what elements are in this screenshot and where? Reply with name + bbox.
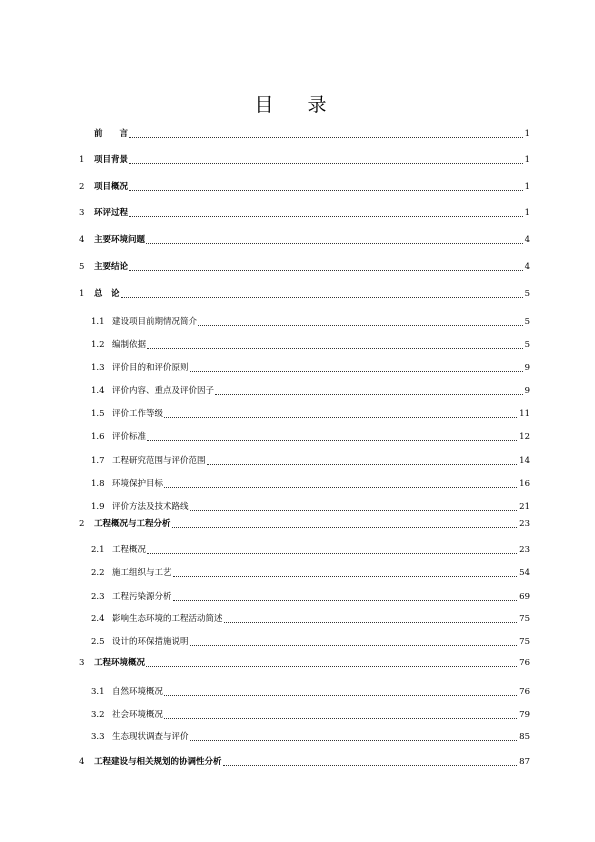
- toc-entry-label: 环境保护目标: [112, 479, 164, 489]
- toc-entry-label: 社会环境概况: [112, 710, 164, 720]
- toc-entry[interactable]: [91, 565, 530, 579]
- toc-entry[interactable]: [79, 754, 530, 768]
- toc-entry-number: 1.6: [91, 432, 105, 442]
- toc-entry-page: 87: [519, 757, 530, 767]
- toc-entry-number: 4: [79, 235, 85, 245]
- toc-entry-page: 69: [519, 592, 530, 602]
- toc-dot-leader: [173, 576, 518, 577]
- toc-entry[interactable]: [91, 707, 530, 721]
- toc-entry[interactable]: [91, 476, 530, 490]
- toc-entry-number: 1.2: [91, 340, 105, 350]
- toc-dot-leader: [121, 297, 523, 298]
- toc-entry-label: 环评过程: [94, 208, 129, 218]
- toc-entry-label: 评价工作等级: [112, 409, 164, 419]
- toc-dot-leader: [223, 765, 518, 766]
- toc-entry[interactable]: [79, 655, 530, 669]
- toc-dot-leader: [164, 718, 517, 719]
- toc-entry-number: 1.9: [91, 502, 105, 512]
- toc-dot-leader: [207, 464, 518, 465]
- toc-dot-leader: [190, 510, 518, 511]
- toc-entry-page: 21: [519, 502, 530, 512]
- toc-entry[interactable]: [91, 499, 530, 513]
- toc-dot-leader: [146, 666, 517, 667]
- toc-entry-label: 工程污染源分析: [112, 592, 172, 602]
- toc-entry-page: 12: [519, 432, 530, 442]
- toc-entry-page: 5: [524, 289, 530, 299]
- toc-entry-number: 3: [79, 208, 85, 218]
- toc-entry-number: 1.1: [91, 317, 105, 327]
- toc-entry-page: 75: [519, 614, 530, 624]
- toc-entry[interactable]: [79, 205, 530, 219]
- toc-dot-leader: [147, 348, 523, 349]
- toc-entry-label: 主要环境问题: [94, 235, 146, 245]
- toc-dot-leader: [146, 243, 523, 244]
- toc-entry-number: 2.4: [91, 614, 105, 624]
- toc-entry-label: 影响生态环境的工程活动简述: [112, 614, 223, 624]
- toc-entry-page: 79: [519, 710, 530, 720]
- toc-entry-page: 76: [519, 658, 530, 668]
- toc-entry-page: 9: [524, 363, 530, 373]
- toc-dot-leader: [190, 371, 523, 372]
- toc-entry-number: 3.1: [91, 687, 105, 697]
- toc-entry-number: 5: [79, 262, 85, 272]
- toc-entry-page: 11: [519, 409, 530, 419]
- toc-entry-label: 项目背景: [94, 155, 129, 165]
- toc-entry-label: 施工组织与工艺: [112, 568, 172, 578]
- toc-entry-label: 工程环境概况: [94, 658, 146, 668]
- toc-entry-page: 9: [524, 386, 530, 396]
- toc-entry-label: 主要结论: [94, 262, 129, 272]
- toc-entry[interactable]: [91, 611, 530, 625]
- toc-dot-leader: [129, 216, 523, 217]
- toc-dot-leader: [224, 622, 518, 623]
- toc-entry-page: 5: [524, 340, 530, 350]
- toc-entry-number: 2.2: [91, 568, 105, 578]
- toc-entry-number: 1: [79, 155, 85, 165]
- toc-entry-page: 14: [519, 456, 530, 466]
- toc-entry[interactable]: [79, 232, 530, 246]
- toc-entry[interactable]: [91, 542, 530, 556]
- toc-entry-number: 1: [79, 289, 85, 299]
- toc-entry-number: 1.4: [91, 386, 105, 396]
- toc-dot-leader: [164, 417, 517, 418]
- toc-entry[interactable]: [91, 429, 530, 443]
- toc-dot-leader: [129, 270, 523, 271]
- toc-entry-label: 评价内容、重点及评价因子: [112, 386, 215, 396]
- toc-entry-number: 4: [79, 757, 85, 767]
- toc-entry-label: 工程建设与相关规划的协调性分析: [94, 757, 222, 767]
- toc-entry[interactable]: [79, 259, 530, 273]
- toc-dot-leader: [172, 527, 518, 528]
- toc-entry-number: 2.5: [91, 637, 105, 647]
- toc-entry-label: 项目概况: [94, 182, 129, 192]
- toc-dot-leader: [129, 190, 523, 191]
- toc-entry[interactable]: [91, 406, 530, 420]
- toc-dot-leader: [147, 553, 517, 554]
- toc-dot-leader: [129, 163, 523, 164]
- toc-entry-page: 4: [524, 262, 530, 272]
- toc-entry-label: 生态现状调查与评价: [112, 732, 189, 742]
- toc-entry[interactable]: [91, 314, 530, 328]
- toc-entry-page: 75: [519, 637, 530, 647]
- toc-entry-number: 3.2: [91, 710, 105, 720]
- toc-entry-label: 评价方法及技术路线: [112, 502, 189, 512]
- toc-entry[interactable]: [79, 126, 530, 140]
- toc-entry-label: 设计的环保措施说明: [112, 637, 189, 647]
- toc-entry-label: 工程概况与工程分析: [94, 519, 171, 529]
- toc-entry-page: 23: [519, 519, 530, 529]
- toc-entry-number: 3.3: [91, 732, 105, 742]
- toc-dot-leader: [173, 600, 518, 601]
- toc-entry-number: 1.3: [91, 363, 105, 373]
- toc-entry-page: 76: [519, 687, 530, 697]
- toc-dot-leader: [190, 740, 518, 741]
- toc-entry-number: 2.3: [91, 592, 105, 602]
- toc-entry-number: 3: [79, 658, 85, 668]
- toc-entry-page: 16: [519, 479, 530, 489]
- toc-entry-number: 2: [79, 182, 85, 192]
- toc-entry-page: 23: [519, 545, 530, 555]
- toc-entry-page: 85: [519, 732, 530, 742]
- toc-entry-number: 2: [79, 519, 85, 529]
- toc-entry[interactable]: [91, 684, 530, 698]
- toc-entry-label: 评价目的和评价原则: [112, 363, 189, 373]
- toc-entry[interactable]: [91, 589, 530, 603]
- toc-entry-page: 4: [524, 235, 530, 245]
- toc-dot-leader: [164, 695, 517, 696]
- toc-dot-leader: [198, 325, 523, 326]
- toc-entry-number: 1.7: [91, 456, 105, 466]
- toc-entry-page: 1: [524, 129, 530, 139]
- toc-dot-leader: [215, 394, 523, 395]
- toc-entry-number: 1.8: [91, 479, 105, 489]
- toc-entry[interactable]: [79, 179, 530, 193]
- toc-entry-label: 评价标准: [112, 432, 147, 442]
- toc-entry[interactable]: [91, 729, 530, 743]
- toc-entry-page: 1: [524, 155, 530, 165]
- toc-entry-label: 前 言: [94, 129, 129, 139]
- toc-entry-page: 1: [524, 182, 530, 192]
- toc-entry-page: 54: [519, 568, 530, 578]
- toc-entry-label: 自然环境概况: [112, 687, 164, 697]
- toc-entry[interactable]: [91, 360, 530, 374]
- toc-entry-label: 工程研究范围与评价范围: [112, 456, 206, 466]
- toc-entry[interactable]: [79, 286, 530, 300]
- toc-entry-label: 建设项目前期情况简介: [112, 317, 198, 327]
- toc-dot-leader: [147, 440, 517, 441]
- toc-entry[interactable]: [91, 337, 530, 351]
- toc-entry-label: 编制依据: [112, 340, 147, 350]
- toc-entry-page: 5: [524, 317, 530, 327]
- toc-entry[interactable]: [79, 152, 530, 166]
- toc-entry[interactable]: [91, 383, 530, 397]
- toc-dot-leader: [129, 137, 523, 138]
- page-title: 目 录: [254, 94, 341, 116]
- toc-entry[interactable]: [79, 516, 530, 530]
- toc-entry[interactable]: [91, 453, 530, 467]
- toc-dot-leader: [164, 487, 517, 488]
- toc-entry-number: 1.5: [91, 409, 105, 419]
- toc-entry-page: 1: [524, 208, 530, 218]
- toc-entry[interactable]: [91, 634, 530, 648]
- toc-entry-label: 总 论: [94, 289, 120, 299]
- toc-entry-number: 2.1: [91, 545, 105, 555]
- toc-dot-leader: [190, 645, 518, 646]
- toc-entry-label: 工程概况: [112, 545, 147, 555]
